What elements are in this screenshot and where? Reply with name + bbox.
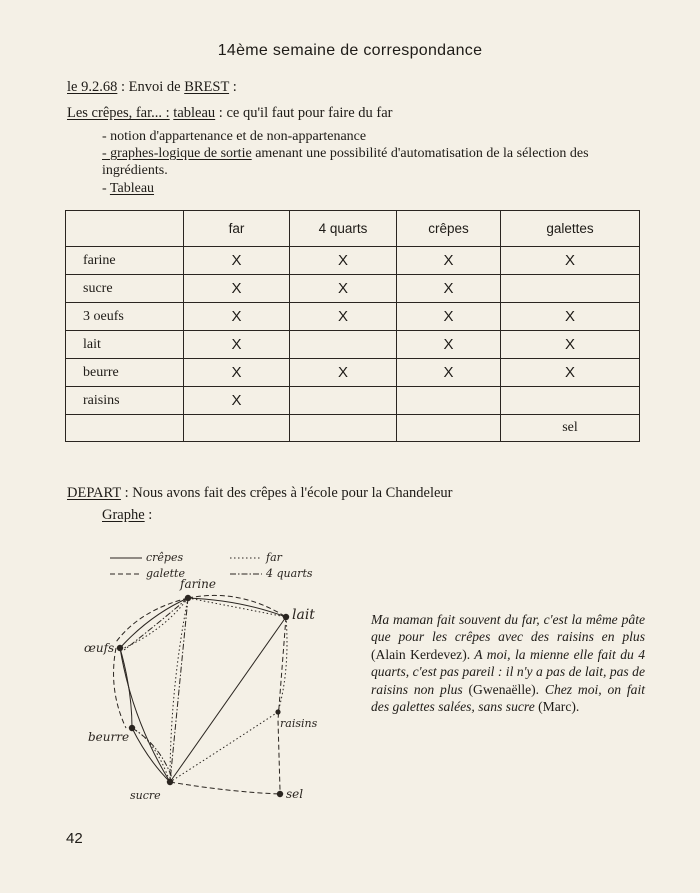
- graphe-heading: [102, 506, 152, 524]
- edge-farine-oeufs-galette: [116, 598, 188, 642]
- quote-alain-author: (Alain Kerdevez).: [371, 646, 471, 662]
- table-cell: [501, 275, 640, 303]
- legend-crepes: crêpes: [146, 551, 184, 564]
- row-label: 3 oeufs: [66, 303, 184, 331]
- edge-farine-lait-far: [188, 598, 286, 617]
- dispatch-city: BREST: [184, 79, 230, 95]
- table-row: [66, 415, 640, 442]
- table-cell: [290, 415, 397, 442]
- table-cell: X: [501, 303, 640, 331]
- edge-beurre-sucre-4quarts: [132, 728, 172, 778]
- table-cell: [397, 415, 501, 442]
- page-title: 14ème semaine de correspondance: [217, 42, 483, 59]
- table-cell: [290, 331, 397, 359]
- table-row: [66, 275, 640, 303]
- table-cell: X: [501, 359, 640, 387]
- legend-far: far: [266, 551, 282, 564]
- edge-oeufs-sucre-crepes: [120, 648, 170, 782]
- bullet-tableau: [102, 180, 154, 197]
- subject-topic: Les crêpes, far... :: [67, 105, 170, 121]
- edge-beurre-sucre-crepes: [132, 728, 170, 782]
- row-label: lait: [66, 331, 184, 359]
- table-cell-sel: sel: [501, 415, 640, 442]
- edge-sucre-lait-crepes: [170, 617, 286, 782]
- table-cell: X: [397, 359, 501, 387]
- table-cell: X: [501, 247, 640, 275]
- table-cell: X: [184, 247, 290, 275]
- bullet-graphes-rest: amenant une possibilité d'automatisation de la sélection des ingrédients.: [102, 146, 589, 178]
- node-beurre: [129, 725, 135, 731]
- quote-alain: Ma maman fait souvent du far, c'est la même pâte que pour les crêpes avec des raisins en plus: [371, 612, 645, 645]
- table-cell: X: [397, 247, 501, 275]
- node-label-raisins: raisins: [280, 717, 318, 730]
- dispatch-sep: : Envoi de: [117, 79, 185, 95]
- row-label: beurre: [66, 359, 184, 387]
- table-cell: X: [184, 275, 290, 303]
- table-row: [66, 359, 640, 387]
- row-label: farine: [66, 247, 184, 275]
- depart-label: DEPART: [67, 485, 121, 501]
- page-number: 42: [66, 830, 83, 847]
- table-cell: [290, 387, 397, 415]
- quote-marc: Chez moi, on fait des galettes salées, sans sucre: [371, 681, 646, 715]
- node-label-farine: farine: [180, 577, 216, 591]
- dispatch-line: [67, 78, 237, 96]
- edge-sucre-sel-galette: [170, 782, 280, 794]
- subject-line: [67, 104, 393, 122]
- table-row: [66, 331, 640, 359]
- table-cell: X: [184, 387, 290, 415]
- table-cell: X: [184, 331, 290, 359]
- legend-galette: galette: [146, 567, 185, 580]
- table-cell: X: [290, 247, 397, 275]
- node-sel: [277, 791, 283, 797]
- dispatch-date: le 9.2.68: [67, 79, 118, 95]
- table-row: [66, 247, 640, 275]
- table-header-crepes: crêpes: [397, 211, 501, 247]
- table-cell: X: [290, 275, 397, 303]
- graphe-colon: :: [144, 507, 153, 523]
- edge-lait-sel-galette: [278, 617, 286, 790]
- node-oeufs: [117, 645, 123, 651]
- row-label: raisins: [66, 387, 184, 415]
- bullet-appartenance: - notion d'appartenance et de non-appartenance: [102, 129, 367, 144]
- dispatch-city-sep: :: [229, 79, 237, 95]
- edge-beurre-sucre-far: [132, 728, 170, 782]
- table-cell: [184, 415, 290, 442]
- bullet-tableau-dash: -: [102, 181, 110, 196]
- table-header-row: [66, 211, 640, 247]
- node-label-lait: lait: [292, 607, 315, 623]
- table-header-4quarts: 4 quarts: [290, 211, 397, 247]
- quote-gwenaelle: A moi, la mienne elle fait du 4 quarts, c'est pas pareil : il n'y a pas de lait, pas de raisins non plus: [371, 646, 645, 697]
- node-label-sel: sel: [286, 787, 304, 801]
- node-label-oeufs: œufs: [84, 641, 115, 655]
- bullet-tableau-label: Tableau: [109, 181, 155, 196]
- ingredient-graph: [84, 540, 340, 815]
- row-label: sucre: [66, 275, 184, 303]
- children-quotes: [371, 611, 645, 715]
- edge-raisins-sucre-far: [170, 712, 278, 782]
- table-header-corner: [66, 211, 184, 247]
- table-cell: X: [397, 331, 501, 359]
- table-row: [66, 303, 640, 331]
- table-header-galettes: galettes: [501, 211, 640, 247]
- table-row: [66, 387, 640, 415]
- table-cell: X: [290, 359, 397, 387]
- subject-tableau: tableau: [173, 105, 216, 121]
- row-label: [66, 415, 184, 442]
- node-label-beurre: beurre: [88, 730, 130, 744]
- table-cell: X: [397, 275, 501, 303]
- table-cell: X: [290, 303, 397, 331]
- depart-text: : Nous avons fait des crêpes à l'école pour la Chandeleur: [120, 485, 453, 501]
- depart-line: [67, 484, 453, 502]
- table-cell: X: [397, 303, 501, 331]
- table-cell: X: [501, 331, 640, 359]
- legend-4quarts: 4 quarts: [266, 567, 313, 580]
- node-raisins: [275, 709, 280, 714]
- node-farine: [185, 595, 191, 601]
- quote-gwenaelle-author: (Gwenaëlle).: [468, 681, 540, 697]
- edge-farine-sucre-4quarts: [170, 598, 188, 782]
- table-cell: [397, 387, 501, 415]
- edge-farine-oeufs-crepes: [120, 598, 188, 648]
- table-cell: [501, 387, 640, 415]
- quote-marc-author: (Marc).: [538, 699, 580, 715]
- node-lait: [283, 614, 289, 620]
- table-cell: X: [184, 303, 290, 331]
- table-header-far: far: [184, 211, 290, 247]
- bullet-graphes: [102, 145, 647, 179]
- graphe-label: Graphe: [102, 507, 145, 523]
- table-cell: X: [184, 359, 290, 387]
- subject-rest: : ce qu'il faut pour faire du far: [215, 105, 393, 121]
- node-label-sucre: sucre: [130, 789, 161, 802]
- edge-oeufs-beurre-galette: [114, 648, 126, 728]
- bullet-graphes-underlined: - graphes-logique de sortie: [102, 146, 252, 161]
- node-sucre: [167, 779, 173, 785]
- recipe-table: [65, 210, 640, 442]
